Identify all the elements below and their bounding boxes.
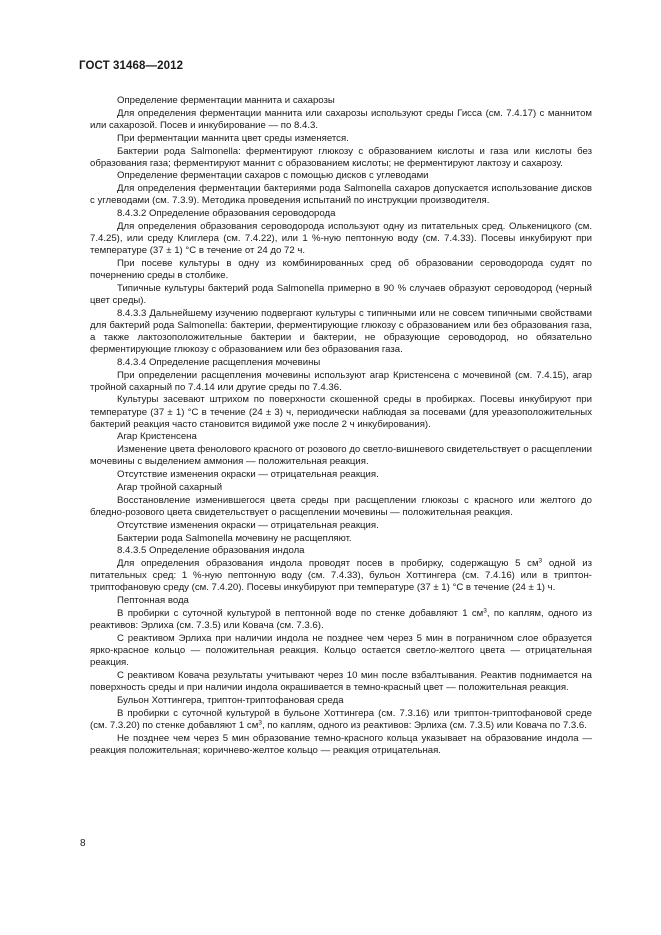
paragraph: С реактивом Эрлиха при наличии индола не позднее чем через 5 мин в пограничном слое образуется ярко-красное кольцо — положительная реакция. Кольцо остается светло-желтого цвета — отрицательная реакция.: [90, 632, 592, 669]
paragraph: При посеве культуры в одну из комбинированных сред об образовании сероводорода судят по почернению среды в столбике.: [90, 257, 592, 282]
paragraph: Отсутствие изменения окраски — отрицательная реакция.: [117, 519, 379, 531]
document-body: [90, 95, 592, 757]
paragraph: Агар Кристенсена: [117, 431, 197, 443]
paragraph: Восстановление изменившегося цвета среды при расщеплении глюкозы с красного или желтого до бледно-розового цвета свидетельствует о расщеплении мочевины — положительная реакция.: [90, 494, 592, 518]
paragraph: Определение ферментации маннита и сахарозы: [117, 95, 335, 106]
section-heading: 8.4.3.5 Определение образования индола: [117, 545, 305, 557]
paragraph: Для определения образования индола проводят посев в пробирку, содержащую 5 $см^3$ одной из питательных сред: 1 %-ную пептонную воду (см. 7.4.33), бульон Хоттингера (см. 7.4.16) или в триптон-триптофановую среду (см. 7.4.20). Посевы инкубируют при температуре (37 ± 1) °С в течение (24 ± 1) ч.: [90, 557, 592, 594]
section-heading: 8.4.3.2 Определение образования сероводорода: [117, 208, 336, 220]
paragraph: Бактерии рода Salmonella: ферментируют глюкозу с образованием кислоты и газа или кислоты без образования газа; ферментируют маннит с образованием кислоты; не ферментируют лактозу и сахарозу.: [90, 145, 592, 169]
paragraph: Бактерии рода Salmonella мочевину не расщепляют.: [117, 532, 352, 544]
paragraph: Изменение цвета фенолового красного от розового до светло-вишневого свидетельствует о расщеплении мочевины с выделением аммония — положительная реакция.: [90, 444, 592, 468]
paragraph: В пробирки с суточной культурой в бульоне Хоттингера (см. 7.3.16) или триптон-триптофановой среде (см. 7.3.20) по стенке добавляют 1 $см^3$, по каплям, одного из реактивов: Эрлиха (см. 7.3.5) или Ковача по 7.3.6.: [90, 707, 592, 731]
paragraph: Бульон Хоттингера, триптон-триптофановая среда: [117, 694, 344, 706]
page-number: 8: [80, 838, 86, 849]
document-header: ГОСТ 31468—2012: [79, 60, 184, 72]
paragraph: Определение ферментации сахаров с помощью дисков с углеводами: [117, 170, 429, 182]
paragraph: Для определения ферментации бактериями рода Salmonella сахаров допускается использование дисков с углеводами (см. 7.3.9). Методика проведения испытаний по инструкции производителя.: [90, 183, 592, 207]
section-heading: 8.4.3.4 Определение расщепления мочевины: [117, 356, 321, 368]
paragraph: Отсутствие изменения окраски — отрицательная реакция.: [117, 469, 379, 481]
paragraph: Для определения образования сероводорода используют одну из питательных сред. Олькеницкого (см. 7.4.25), или среду Клиглера (см. 7.4.22), или 1 %-ную пептонную воду (см. 7.4.33). Посевы инкубируют при температуре (37 ± 1) °С в течение от 24 до 72 ч.: [90, 221, 592, 257]
paragraph: Агар тройной сахарный: [117, 482, 223, 493]
paragraph: 8.4.3.3 Дальнейшему изучению подвергают культуры с типичными или не совсем типичными свойствами для бактерий рода Salmonella: бактерии, ферментирующие глюкозу с образованием или без образования газа, а также лактозоположительные бактерии и бактерии, не образующие сероводород, но обязательно ферментирующие глюкозу с образованием или без образования газа.: [90, 307, 592, 355]
paragraph: Для определения ферментации маннита или сахарозы используют среды Гисса (см. 7.4.17) с маннитом или сахарозой. Посев и инкубирование — по 8.4.3.: [90, 107, 592, 131]
paragraph: Не позднее чем через 5 мин образование темно-красного кольца указывает на образование индола — реакция положительная; коричнево-желтое кольцо — реакция отрицательная.: [90, 732, 592, 756]
paragraph: Типичные культуры бактерий рода Salmonella примерно в 90 % случаев образуют сероводород (черный цвет среды).: [90, 282, 592, 306]
paragraph: В пробирки с суточной культурой в пептонной воде по стенке добавляют 1 $см^3$, по каплям, одного из реактивов: Эрлиха (см. 7.3.5) или Ковача (см. 7.3.6).: [90, 607, 592, 632]
paragraph: При ферментации маннита цвет среды изменяется.: [117, 132, 349, 144]
paragraph: С реактивом Ковача результаты учитывают через 10 мин после взбалтывания. Реактив поднимается на поверхность среды и при наличии индола окрашивается в темно-красный цвет — положительная реакция.: [90, 669, 592, 693]
paragraph: Культуры засевают штрихом по поверхности скошенной среды в пробирках. Посевы инкубируют при температуре (37 ± 1) °С в течение (24 ± 3) ч, периодически наблюдая за посевами (для уреазоположительных бактерий реакция часто становится видимой уже после 2 ч инкубирования).: [90, 394, 592, 430]
paragraph: При определении расщепления мочевины используют агар Кристенсена с мочевиной (см. 7.4.15), агар тройной сахарный по 7.4.14 или другие среды по 7.4.36.: [90, 369, 592, 393]
paragraph: Пептонная вода: [117, 595, 189, 607]
